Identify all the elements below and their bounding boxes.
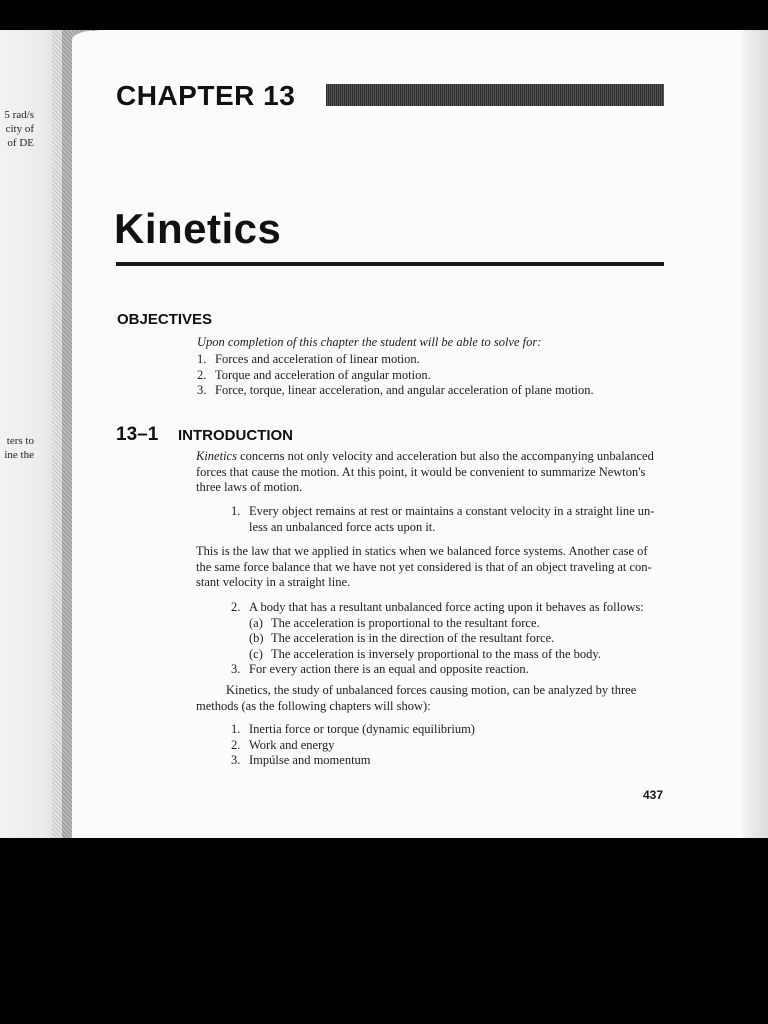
list-item: 2. Torque and acceleration of angular motion.	[197, 367, 431, 382]
list-item: (a) The acceleration is proportional to the resultant force.	[249, 615, 540, 630]
objectives-list	[197, 352, 594, 399]
objectives-intro: Upon completion of this chapter the student will be able to solve for:	[197, 335, 542, 349]
list-item: 1. Forces and acceleration of linear motion.	[197, 352, 420, 366]
title-rule	[116, 262, 664, 266]
page-right-edge	[742, 30, 768, 838]
chapter-label: CHAPTER 13	[116, 80, 296, 111]
second-third-laws: 2. A body that has a resultant unbalanced force acting upon it behaves as follows: (a) The acceleration is proportional to the resultant force. (b) The acceleration is in the direction of the resultant force. (c) The acceleration is inversely proportional to the mass of the body. 3. For every action there is an equal and opposite reaction.	[231, 600, 644, 676]
list-item: (c) The acceleration is inversely proportional to the mass of the body.	[249, 646, 601, 661]
prev-page-text-top: 5 rad/s city of of DE	[4, 109, 34, 149]
kinetics-term: Kinetics	[196, 449, 237, 463]
first-law: 1. Every object remains at rest or maintains a constant velocity in a straight line un- less an unbalanced force acts upon it.	[231, 504, 655, 534]
prev-page-text-mid: ters to ine the	[4, 435, 34, 461]
chapter-decorative-bar	[326, 84, 664, 106]
intro-paragraph: Kinetics concerns not only velocity and acceleration but also the accompanying unbalanced forces that cause the motion. At this point, it would be convenient to summarize Newton's three laws of motion.	[196, 449, 654, 494]
list-item: 1. Inertia force or torque (dynamic equilibrium)	[231, 722, 475, 736]
book-page	[72, 30, 754, 838]
chapter-title: Kinetics	[114, 205, 282, 252]
list-item: (b) The acceleration is in the direction of the resultant force.	[249, 631, 555, 645]
list-item: 3. Impúlse and momentum	[231, 753, 371, 767]
objectives-heading: OBJECTIVES	[117, 311, 213, 328]
list-item: 2. Work and energy	[231, 737, 335, 752]
methods-list	[231, 722, 475, 769]
statics-paragraph: This is the law that we applied in statics when we balanced force systems. Another case of the same force balance that we have not yet considered is that of an object traveling at con- stant velocity in a straight line.	[196, 544, 652, 589]
page-number: 437	[643, 788, 664, 802]
section-title: INTRODUCTION	[178, 427, 293, 444]
list-item: 3. Force, torque, linear acceleration, and angular acceleration of plane motion.	[197, 383, 594, 397]
law2-sub-list	[231, 616, 644, 663]
section-number: 13–1	[116, 424, 159, 445]
methods-paragraph: Kinetics, the study of unbalanced forces causing motion, can be analyzed by three methods (as the following chapters will show):	[196, 683, 637, 713]
